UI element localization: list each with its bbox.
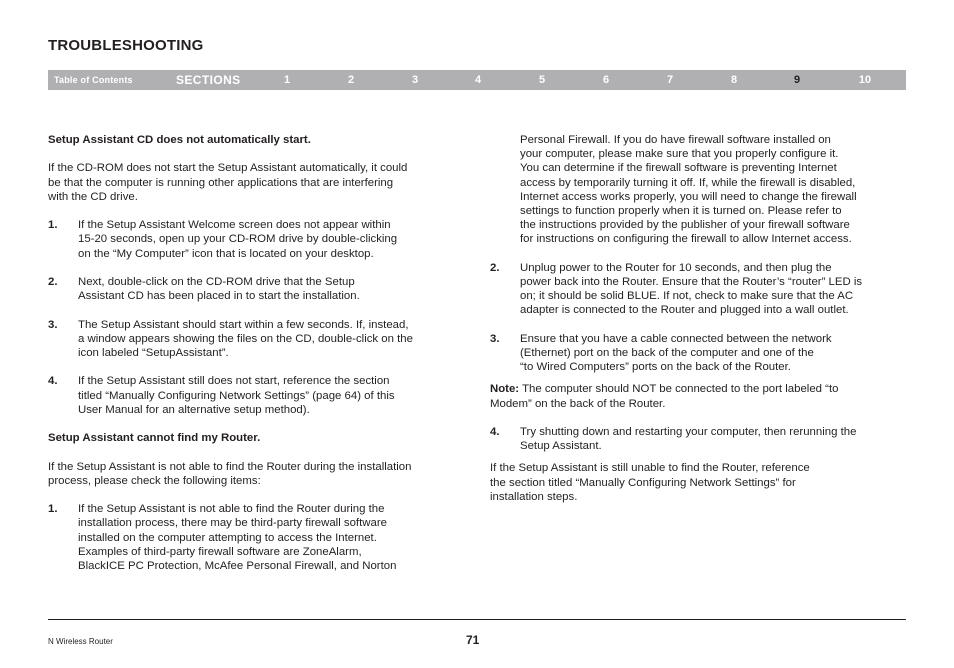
list-number: 2. bbox=[48, 275, 58, 288]
list-number: 3. bbox=[490, 332, 500, 345]
footer-divider bbox=[48, 619, 906, 620]
list-line: Assistant CD has been placed in to start the installation. bbox=[78, 290, 360, 303]
paragraph-line: If the CD-ROM does not start the Setup Assistant automatically, it could bbox=[48, 162, 408, 175]
list-line: installed on the computer attempting to access the Internet. bbox=[78, 531, 377, 544]
nav-section-1[interactable]: 1 bbox=[283, 74, 291, 86]
note bbox=[490, 382, 910, 396]
list-line: installation process, there may be third-party firewall software bbox=[78, 517, 387, 530]
list-item bbox=[48, 502, 468, 573]
continued-list-text bbox=[490, 133, 910, 247]
list-line: adapter is connected to the Router and plugged into a wall outlet. bbox=[520, 304, 849, 317]
list-number: 3. bbox=[48, 318, 58, 331]
list-item bbox=[490, 425, 910, 453]
list-number: 4. bbox=[48, 375, 58, 388]
list-line: 15-20 seconds, open up your CD-ROM drive by double-clicking bbox=[78, 233, 398, 246]
list-line: your computer, please make sure that you properly configure it. bbox=[520, 148, 839, 161]
heading-cannot-find-router: Setup Assistant cannot find my Router. bbox=[48, 432, 261, 445]
nav-section-6[interactable]: 6 bbox=[602, 74, 610, 86]
left-column bbox=[48, 133, 468, 573]
paragraph-line: If the Setup Assistant is still unable to find the Router, reference bbox=[490, 462, 810, 475]
list-line: Unplug power to the Router for 10 seconds, and then plug the bbox=[520, 261, 832, 274]
paragraph-line: process, please check the following items: bbox=[48, 474, 261, 487]
list-number: 1. bbox=[48, 219, 58, 232]
note-text: The computer should NOT be connected to the port labeled “to bbox=[519, 383, 839, 396]
list-line: settings to function properly when it is turned on. Please refer to bbox=[520, 205, 842, 218]
note-text: Modem” on the back of the Router. bbox=[490, 397, 666, 410]
list-line: icon labeled “SetupAssistant”. bbox=[78, 346, 229, 359]
section-title: TROUBLESHOOTING bbox=[48, 37, 204, 54]
list-line: Setup Assistant. bbox=[520, 440, 602, 453]
list-line: User Manual for an alternative setup method). bbox=[78, 403, 310, 416]
list-item bbox=[48, 374, 468, 417]
paragraph-line: with the CD drive. bbox=[48, 190, 138, 203]
list-line: Ensure that you have a cable connected between the network bbox=[520, 332, 832, 345]
list-number: 2. bbox=[490, 261, 500, 274]
section-nav-bar bbox=[48, 70, 906, 90]
paragraph-line: be that the computer is running other applications that are interfering bbox=[48, 176, 394, 189]
list-line: Try shutting down and restarting your computer, then rerunning the bbox=[520, 426, 857, 439]
list-line: on; it should be solid BLUE. If not, check to make sure that the AC bbox=[520, 290, 854, 303]
list-line: Examples of third-party firewall software are ZoneAlarm, bbox=[78, 545, 362, 558]
list-number: 4. bbox=[490, 426, 500, 439]
table-of-contents-link[interactable]: Table of Contents bbox=[54, 75, 133, 85]
nav-section-3[interactable]: 3 bbox=[411, 74, 419, 86]
nav-section-9-active[interactable]: 9 bbox=[793, 74, 801, 86]
paragraph-line: If the Setup Assistant is not able to find the Router during the installation bbox=[48, 460, 412, 473]
list-line: a window appears showing the files on the CD, double-click on the bbox=[78, 332, 413, 345]
nav-section-4[interactable]: 4 bbox=[474, 74, 482, 86]
nav-section-8[interactable]: 8 bbox=[730, 74, 738, 86]
list-line: The Setup Assistant should start within a few seconds. If, instead, bbox=[78, 318, 409, 331]
list-line: power back into the Router. Ensure that the Router’s “router” LED is bbox=[520, 276, 863, 289]
list-item bbox=[48, 275, 468, 303]
list-line: (Ethernet) port on the back of the computer and one of the bbox=[520, 347, 814, 360]
paragraph-line: installation steps. bbox=[490, 490, 578, 503]
list-item bbox=[490, 332, 910, 375]
list-line: Personal Firewall. If you do have firewall software installed on bbox=[520, 134, 831, 146]
list-line: You can determine if the firewall software is preventing Internet bbox=[520, 162, 837, 175]
list-item bbox=[48, 218, 468, 261]
list-line: If the Setup Assistant still does not start, reference the section bbox=[78, 375, 390, 388]
list-item bbox=[48, 318, 468, 361]
list-line: If the Setup Assistant Welcome screen does not appear within bbox=[78, 219, 391, 232]
list-line: access by temporarily turning it off. If, while the firewall is disabled, bbox=[520, 176, 856, 189]
nav-section-7[interactable]: 7 bbox=[666, 74, 674, 86]
list-item bbox=[490, 261, 910, 318]
list-line: on the “My Computer” icon that is located on your desktop. bbox=[78, 247, 374, 260]
list-line: “to Wired Computers” ports on the back of the Router. bbox=[520, 361, 791, 374]
list-line: If the Setup Assistant is not able to find the Router during the bbox=[78, 503, 385, 516]
sections-label: SECTIONS bbox=[176, 73, 241, 87]
nav-section-5[interactable]: 5 bbox=[538, 74, 546, 86]
footer-product-name: N Wireless Router bbox=[48, 637, 113, 646]
list-line: Internet access works properly, you will need to change the firewall bbox=[520, 190, 857, 203]
nav-section-10[interactable]: 10 bbox=[858, 74, 872, 86]
list-line: for instructions on configuring the firewall to allow Internet access. bbox=[520, 233, 852, 246]
nav-section-2[interactable]: 2 bbox=[347, 74, 355, 86]
list-line: titled “Manually Configuring Network Settings” (page 64) of this bbox=[78, 389, 395, 402]
page-number: 71 bbox=[466, 633, 480, 647]
paragraph-line: the section titled “Manually Configuring Network Settings” for bbox=[490, 476, 796, 489]
list-line: Next, double-click on the CD-ROM drive that the Setup bbox=[78, 275, 355, 288]
note-label: Note: bbox=[490, 383, 520, 396]
list-number: 1. bbox=[48, 503, 58, 516]
right-column bbox=[490, 133, 910, 504]
list-line: BlackICE PC Protection, McAfee Personal Firewall, and Norton bbox=[78, 559, 397, 572]
heading-cd-not-start: Setup Assistant CD does not automatically start. bbox=[48, 134, 311, 146]
list-line: the instructions provided by the publisher of your firewall software bbox=[520, 219, 850, 232]
